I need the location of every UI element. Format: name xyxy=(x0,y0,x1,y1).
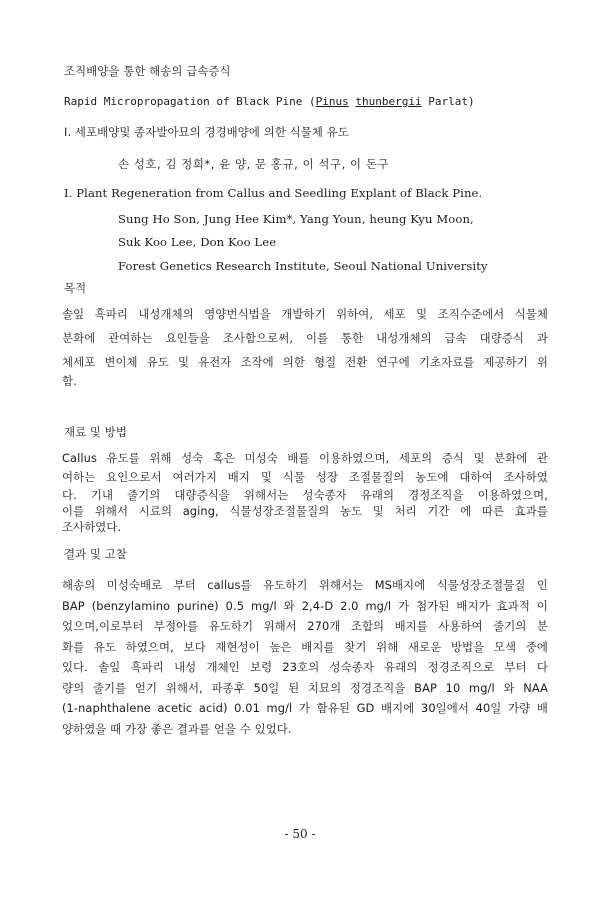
results-line: 량의 줄기를 얻기 위해서, 파종후 50일 된 치묘의 정경조직을 BAP 10 mg/l 와 NAA xyxy=(62,681,548,695)
english-title xyxy=(64,95,475,108)
section1-authors-line1: Sung Ho Son, Jung Hee Kim*, Yang Youn, heung Kyu Moon, xyxy=(118,212,474,226)
results-line: 었으며,이로부터 부정아를 유도하기 위해서 270개 조합의 배지를 사용하여 줄기의 분 xyxy=(62,619,548,633)
results-line: (1-naphthalene acetic acid) 0.01 mg/l 가 함유된 GD 배지에 30일에서 40일 가량 배 xyxy=(62,701,548,715)
section1-korean-heading: I. 세포배양및 종자발아묘의 경경배양에 의한 식물체 유도 xyxy=(64,125,349,139)
korean-title: 조직배양을 통한 해송의 급속증식 xyxy=(64,64,231,78)
methods-line: 여하는 요인으로서 여러가지 배지 및 식물 성장 조절물질의 농도에 대하여 조사하였 xyxy=(62,470,548,484)
purpose-line: 솔잎 흑파리 내성개체의 영양번식법을 개발하기 위하여, 세포 및 조직수준에서 식물체 xyxy=(62,307,548,321)
section1-affiliation: Forest Genetics Research Institute, Seoul National University xyxy=(118,259,488,273)
methods-line: 다. 기내 줄기의 대량증식을 위해서는 성숙종자 유래의 경정조직을 이용하였으며, xyxy=(62,488,548,502)
purpose-heading: 목적 xyxy=(64,281,87,295)
english-title-pre: Rapid Micropropagation of Black Pine ( xyxy=(64,95,316,108)
section1-english-heading: I. Plant Regeneration from Callus and Seedling Explant of Black Pine. xyxy=(64,186,483,200)
results-line: 양하였을 때 가장 좋은 결과를 얻을 수 있었다. xyxy=(62,722,292,736)
methods-line: Callus 유도를 위해 성숙 혹은 미성숙 배를 이용하였으며, 세포의 증식 및 분화에 관 xyxy=(62,451,548,465)
page-number: - 50 - xyxy=(284,827,316,841)
methods-line: 이를 위해서 시료의 aging, 식물성장조절물질의 농도 및 처리 기간 에 따른 효과를 xyxy=(62,504,548,518)
results-line: BAP (benzylamino purine) 0.5 mg/l 와 2,4-D 2.0 mg/l 가 첨가된 배지가 효과적 이 xyxy=(62,599,548,613)
purpose-line: 함. xyxy=(62,374,77,388)
results-line: 해송의 미성숙배로 부터 callus를 유도하기 위해서는 MS배지에 식물성장조절물질 인 xyxy=(62,578,548,592)
results-heading: 결과 및 고찰 xyxy=(64,547,127,561)
section1-korean-authors: 손 성호, 김 정희*, 윤 양, 문 홍규, 이 석구, 이 돈구 xyxy=(118,157,390,171)
english-title-post: Parlat) xyxy=(421,95,475,108)
purpose-line: 분화에 관여하는 요인들을 조사함으로써, 이를 통한 내성개체의 급속 대량증식 과 xyxy=(62,331,548,345)
english-title-species: thunbergii xyxy=(355,95,422,108)
section1-authors-line2: Suk Koo Lee, Don Koo Lee xyxy=(118,235,277,249)
methods-line: 조사하였다. xyxy=(62,520,122,534)
english-title-genus: Pinus xyxy=(315,95,349,108)
results-line: 있다. 솔잎 흑파리 내성 개체인 보령 23호의 성숙종자 유래의 정경조직으로 부터 다 xyxy=(62,660,548,674)
results-line: 화를 유도 하였으며, 보다 재현성이 높은 배지를 찾기 위해 새로운 방법을 모색 중에 xyxy=(62,640,548,654)
methods-heading: 재료 및 방법 xyxy=(64,425,127,439)
purpose-line: 체세포 변이체 유도 및 유전자 조작에 의한 형질 전환 연구에 기초자료를 제공하기 위 xyxy=(62,355,548,369)
